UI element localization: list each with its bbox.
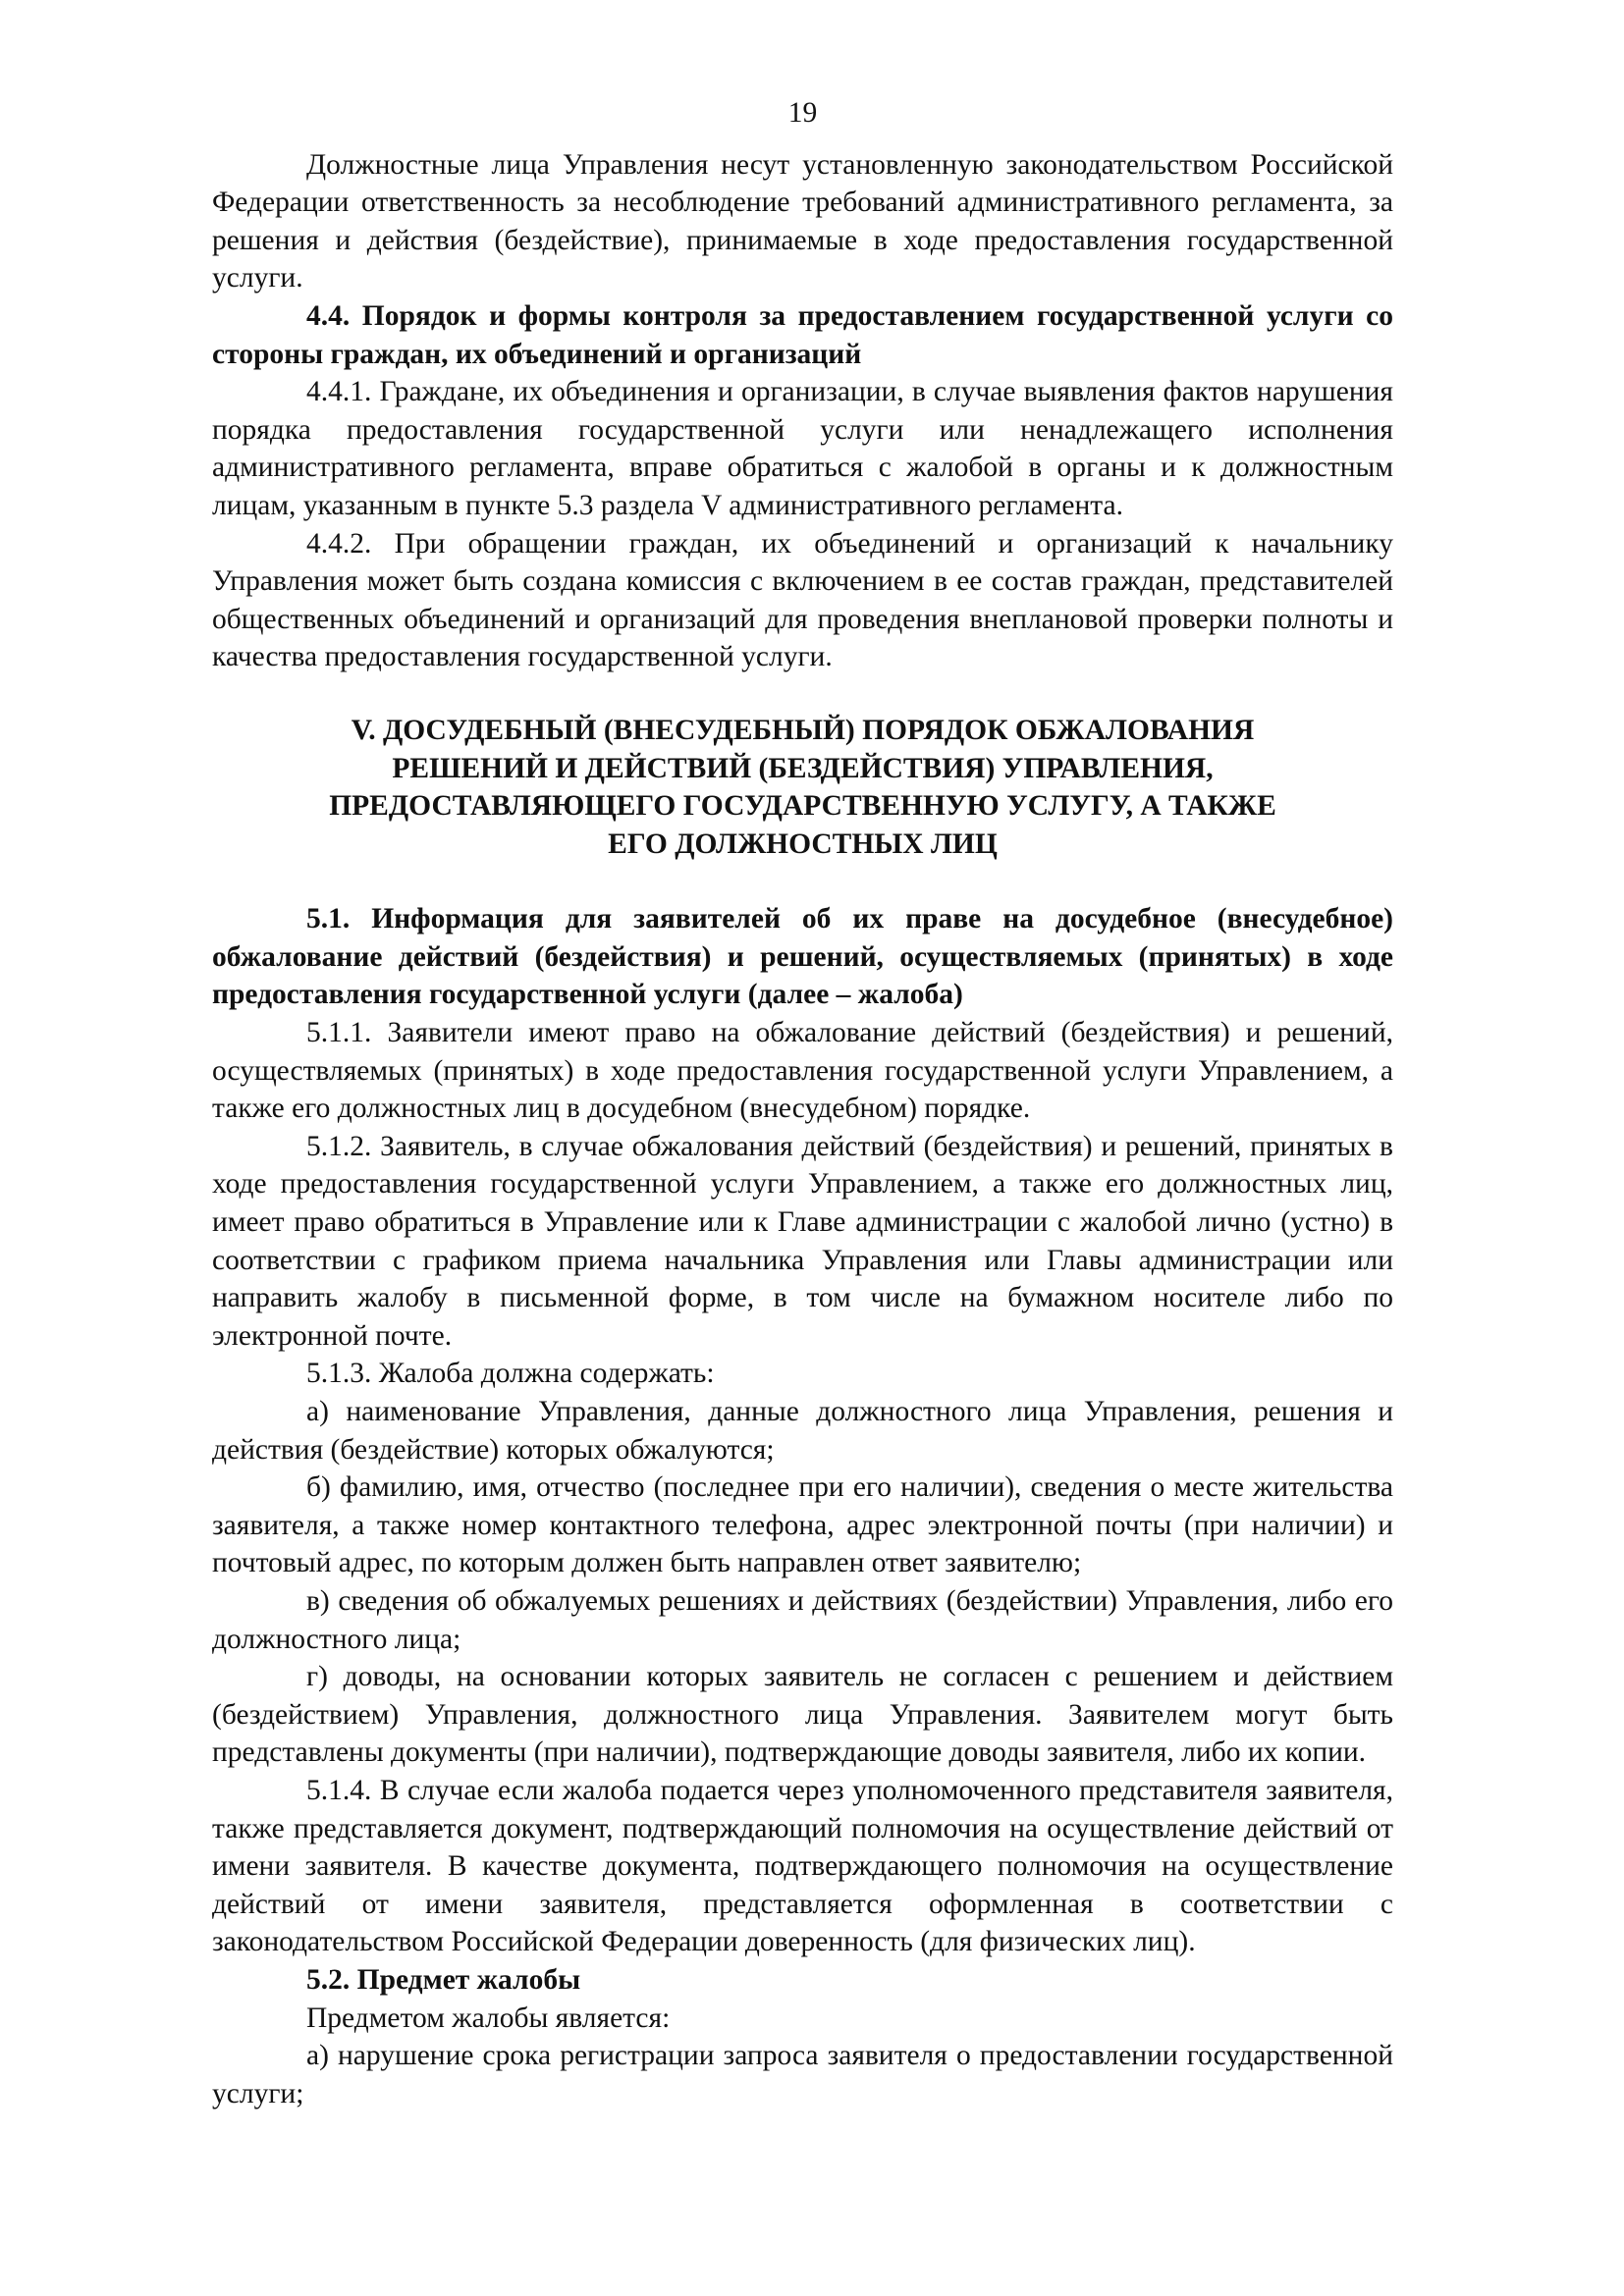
section-title-line: ЕГО ДОЛЖНОСТНЫХ ЛИЦ: [608, 828, 998, 860]
list-item-g: г) доводы, на основании которых заявитель не согласен с решением и действием (бездействием) Управления, должностного лица Управления. Заявителем могут быть представлены документы (при наличии), подтверждающие доводы заявителя, либо их копии.: [212, 1661, 1393, 1769]
paragraph-5-1-4: 5.1.4. В случае если жалоба подается через уполномоченного представителя заявителя, также представляется документ, подтверждающий полномочия на осуществление действий от имени заявителя. В качестве документа, подтверждающего полномочия на осуществление действий от имени заявителя, представляется оформленная в соответствии с законодательством Российской Федерации доверенность (для физических лиц).: [212, 1774, 1393, 1958]
page-number: 19: [787, 97, 818, 129]
paragraph-4-4-1: 4.4.1. Граждане, их объединения и организации, в случае выявления фактов нарушения порядка предоставления государственной услуги или ненадлежащего исполнения административного регламента, вправе обратиться с жалобой в органы и к должностным лицам, указанным в пункте 5.3 раздела V административного регламента.: [212, 376, 1393, 521]
paragraph-4-4-2: 4.4.2. При обращении граждан, их объединений и организаций к начальнику Управления может быть создана комиссия с включением в ее состав граждан, представителей общественных объединений и организаций для проведения внеплановой проверки полноты и качества предоставления государственной услуги.: [212, 527, 1393, 673]
list-item-5-2-a: а) нарушение срока регистрации запроса заявителя о предоставлении государственной услуги;: [212, 2040, 1393, 2109]
paragraph-5-1-2: 5.1.2. Заявитель, в случае обжалования действий (бездействия) и решений, принятых в ходе предоставления государственной услуги Управлением, а также его должностных лиц, имеет право обратиться в Управление или к Главе администрации с жалобой лично (устно) в соответствии с графиком приема начальника Управления или Главы администрации или направить жалобу в письменной форме, в том числе на бумажном носителе либо по электронной почте.: [212, 1130, 1393, 1352]
section-v-title: [212, 712, 1393, 863]
paragraph-official-responsibility: Должностные лица Управления несут установленную законодательством Российской Федерации ответственность за несоблюдение требований административного регламента, за решения и действия (бездействие), принимаемые в ходе предоставления государственной услуги.: [212, 148, 1393, 294]
heading-5-2: 5.2. Предмет жалобы: [306, 1963, 581, 1996]
list-item-b: б) фамилию, имя, отчество (последнее при его наличии), сведения о месте жительства заявителя, а также номер контактного телефона, адрес электронной почты (при наличии) и почтовый адрес, по которым должен быть направлен ответ заявителю;: [212, 1471, 1393, 1579]
paragraph-5-1-1: 5.1.1. Заявители имеют право на обжалование действий (бездействия) и решений, осуществляемых (принятых) в ходе предоставления государственной услуги Управлением, а также его должностных лиц в досудебном (внесудебном) порядке.: [212, 1017, 1393, 1125]
list-item-v: в) сведения об обжалуемых решениях и действиях (бездействии) Управления, либо его должностного лица;: [212, 1584, 1393, 1655]
text-block-before: [212, 146, 1393, 676]
heading-4-4: 4.4. Порядок и формы контроля за предоставлением государственной услуги со стороны граждан, их объединений и организаций: [212, 299, 1393, 370]
list-item-a: а) наименование Управления, данные должностного лица Управления, решения и действия (бездействие) которых обжалуются;: [212, 1396, 1393, 1466]
section-title-line: V. ДОСУДЕБНЫЙ (ВНЕСУДЕБНЫЙ) ПОРЯДОК ОБЖАЛОВАНИЯ: [351, 714, 1255, 746]
heading-5-1: 5.1. Информация для заявителей об их праве на досудебное (внесудебное) обжалование действий (бездействия) и решений, осуществляемых (принятых) в ходе предоставления государственной услуги (далее – жалоба): [212, 903, 1393, 1011]
section-title-line: ПРЕДОСТАВЛЯЮЩЕГО ГОСУДАРСТВЕННУЮ УСЛУГУ, А ТАКЖЕ: [329, 790, 1276, 823]
text-block-after: [212, 900, 1393, 2112]
paragraph-5-2-intro: Предметом жалобы является:: [306, 2002, 671, 2034]
paragraph-5-1-3: 5.1.3. Жалоба должна содержать:: [306, 1358, 715, 1390]
section-title-line: РЕШЕНИЙ И ДЕЙСТВИЙ (БЕЗДЕЙСТВИЯ) УПРАВЛЕНИЯ,: [392, 752, 1214, 784]
